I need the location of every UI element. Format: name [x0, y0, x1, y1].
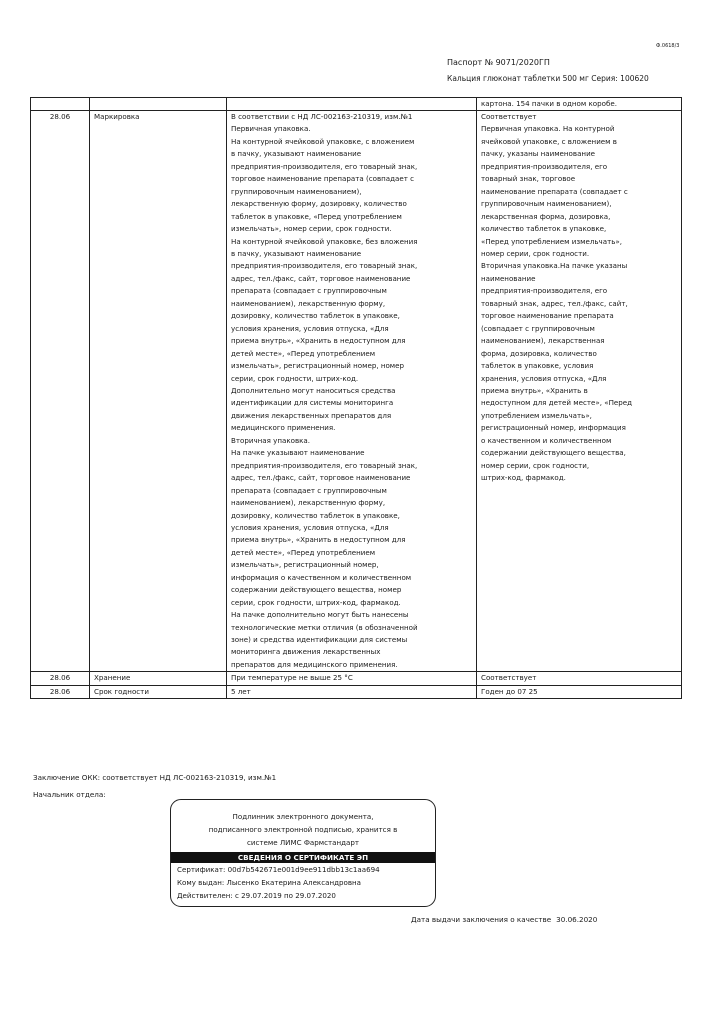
text-line: препарата (совпадает с группировочным	[231, 485, 387, 495]
text-line: о качественном и количественном	[481, 435, 612, 445]
text-line: в пачку, указывают наименование	[231, 149, 362, 159]
electronic-signature-stamp	[170, 799, 436, 907]
cell-date: 28.06	[31, 685, 90, 698]
cell-result	[477, 685, 682, 698]
text-line: 5 лет	[231, 686, 251, 696]
text-line: предприятия-производителя, его товарный знак,	[231, 261, 418, 271]
text-line: наименованием), лекарственную форму,	[231, 298, 386, 308]
cell-result	[477, 111, 682, 672]
text-line: предприятия-производителя, его	[481, 286, 608, 296]
text-line: условия хранения, условия отпуска, «Для	[231, 522, 389, 532]
text-line: препарата (совпадает с группировочным	[231, 286, 387, 296]
text-line: торговое наименование препарата	[481, 311, 614, 321]
text-line: серии, срок годности, штрих-код, фармакод.	[231, 597, 401, 607]
text-line: регистрационный номер, информация	[481, 423, 626, 433]
stamp-issued-to: Кому выдан: Лысенко Екатерина Александровна	[177, 878, 362, 887]
text-line: мониторинга движения лекарственных	[231, 647, 381, 657]
text-line: условия хранения, условия отпуска, «Для	[231, 323, 389, 333]
text-line: таблеток в упаковке, «Перед употреблением	[231, 211, 402, 221]
text-line: измельчать», регистрационный номер, номер	[231, 361, 405, 371]
cell-requirement	[227, 672, 477, 685]
text-line: детей месте», «Перед употреблением	[231, 547, 376, 557]
text-line: дозировку, количество таблеток в упаковке,	[231, 311, 400, 321]
issue-date-line	[411, 915, 597, 924]
text-line: При температуре не выше 25 °С	[231, 673, 353, 683]
text-line: содержании действующего вещества,	[481, 448, 626, 458]
text-line: лекарственная форма, дозировка,	[481, 211, 611, 221]
text-line: группировочным наименованием),	[231, 186, 362, 196]
text-line: серии, срок годности, штрих-код.	[231, 373, 359, 383]
text-line: наименование	[481, 273, 536, 283]
text-line: В соответствии с НД ЛС-002163-210319, изм.№1	[231, 112, 413, 121]
text-line: группировочным наименованием),	[481, 199, 612, 209]
issue-date-value: 30.06.2020	[556, 915, 598, 924]
text-line: пачку, указаны наименование	[481, 149, 596, 159]
text-line: наименование препарата (совпадает с	[481, 186, 628, 196]
cell-date	[31, 98, 90, 111]
text-line: в пачку, указывают наименование	[231, 248, 362, 258]
text-line: (совпадает с группировочным	[481, 323, 595, 333]
cell-name	[90, 98, 227, 111]
text-line: измельчать», регистрационный номер,	[231, 560, 379, 570]
text-line: употреблением измельчать»,	[481, 410, 592, 420]
text-line: хранения, условия отпуска, «Для	[481, 373, 607, 383]
text-line: «Перед употреблением измельчать»,	[481, 236, 622, 246]
product-line: Кальция глюконат таблетки 500 мг Серия: 100620	[447, 74, 649, 83]
text-line: технологические метки отличия (в обозначенной	[231, 622, 418, 632]
text-line: товарный знак, торговое	[481, 174, 576, 184]
cell-name: Маркировка	[90, 111, 227, 672]
text-line: Первичная упаковка. На контурной	[481, 124, 615, 134]
text-line: зоне) и средства идентификации для системы	[231, 635, 408, 645]
text-line: препаратов для медицинского применения.	[231, 659, 398, 669]
text-line: адрес, тел./факс, сайт, торговое наименование	[231, 273, 411, 283]
stamp-title: СВЕДЕНИЯ О СЕРТИФИКАТЕ ЭП	[171, 852, 435, 863]
stamp-notice	[171, 800, 435, 849]
text-line: предприятия-производителя, его	[481, 161, 608, 171]
cell-date: 28.06	[31, 111, 90, 672]
text-line: измельчать», номер серии, срок годности.	[231, 224, 392, 234]
form-code: Ф.0618/3	[656, 43, 680, 49]
text-line: медицинского применения.	[231, 423, 336, 433]
text-line: дозировку, количество таблеток в упаковке,	[231, 510, 400, 520]
text-line: Подлинник электронного документа,	[232, 812, 374, 821]
passport-number: Паспорт № 9071/2020ГП	[447, 58, 550, 67]
text-line: подписанного электронной подписью, хранится в	[208, 825, 398, 834]
qc-conclusion: Заключение ОКК: соответствует НД ЛС-002163-210319, изм.№1	[33, 773, 277, 782]
text-line: штрих-код, фармакод.	[481, 473, 566, 483]
text-line: приема внутрь», «Хранить в недоступном для	[231, 535, 406, 545]
head-of-department-label: Начальник отдела:	[33, 790, 106, 799]
text-line: Годен до 07 25	[481, 686, 538, 696]
results-table	[30, 97, 682, 699]
cell-requirement	[227, 111, 477, 672]
text-line: наименованием), лекарственную форму,	[231, 498, 386, 508]
text-line: движения лекарственных препаратов для	[231, 410, 392, 420]
text-line: приема внутрь», «Хранить в	[481, 385, 588, 395]
text-line: На пачке указывают наименование	[231, 448, 365, 458]
text-line: номер серии, срок годности.	[481, 248, 590, 258]
text-line: Соответствует	[481, 673, 537, 683]
cell-result	[477, 672, 682, 685]
text-line: таблеток в упаковке, условия	[481, 361, 594, 371]
text-line: На пачке дополнительно могут быть нанесены	[231, 610, 409, 620]
issue-date-label: Дата выдачи заключения о качестве	[411, 915, 552, 924]
text-line: системе ЛИМС Фармстандарт	[246, 838, 360, 847]
text-line: форма, дозировка, количество	[481, 348, 597, 358]
text-line: Вторичная упаковка.	[231, 435, 311, 445]
text-line: номер серии, срок годности,	[481, 460, 590, 470]
table-row-marking	[31, 111, 682, 672]
text-line: товарный знак, адрес, тел./факс, сайт,	[481, 298, 628, 308]
text-line: недоступном для детей месте», «Перед	[481, 398, 633, 408]
cell-requirement	[227, 685, 477, 698]
text-line: идентификации для системы мониторинга	[231, 398, 394, 408]
text-line: ячейковой упаковке, с вложением в	[481, 136, 617, 146]
text-line: Первичная упаковка.	[231, 124, 311, 134]
text-line: детей месте», «Перед употреблением	[231, 348, 376, 358]
text-line: На контурной ячейковой упаковке, без вложения	[231, 236, 418, 246]
text-line: наименованием), лекарственная	[481, 336, 605, 346]
text-line: Соответствует	[481, 112, 537, 121]
text-line: адрес, тел./факс, сайт, торговое наименование	[231, 473, 411, 483]
text-line: Вторичная упаковка.На пачке указаны	[481, 261, 628, 271]
cell-requirement	[227, 98, 477, 111]
text-line: информация о качественном и количественном	[231, 572, 412, 582]
table-row-continuation	[31, 98, 682, 111]
text-line: предприятия-производителя, его товарный знак,	[231, 161, 418, 171]
cell-name: Хранение	[90, 672, 227, 685]
stamp-certificate: Сертификат: 00d7b542671e001d9ee911dbb13c1aa694	[177, 865, 380, 874]
text-line: предприятия-производителя, его товарный знак,	[231, 460, 418, 470]
cell-date: 28.06	[31, 672, 90, 685]
text-line: торговое наименование препарата (совпадает с	[231, 174, 415, 184]
table-row-storage	[31, 672, 682, 685]
text-line: лекарственную форму, дозировку, количество	[231, 199, 407, 209]
table-row-shelf-life	[31, 685, 682, 698]
cell-result: картона. 154 пачки в одном коробе.	[477, 98, 682, 111]
text-line: Дополнительно могут наноситься средства	[231, 385, 396, 395]
text-line: количество таблеток в упаковке,	[481, 224, 607, 234]
text-line: приема внутрь», «Хранить в недоступном для	[231, 336, 406, 346]
cell-name: Срок годности	[90, 685, 227, 698]
text-line: На контурной ячейковой упаковке, с вложением	[231, 136, 415, 146]
stamp-valid: Действителен: с 29.07.2019 по 29.07.2020	[177, 891, 336, 900]
text-line: содержании действующего вещества, номер	[231, 585, 402, 595]
